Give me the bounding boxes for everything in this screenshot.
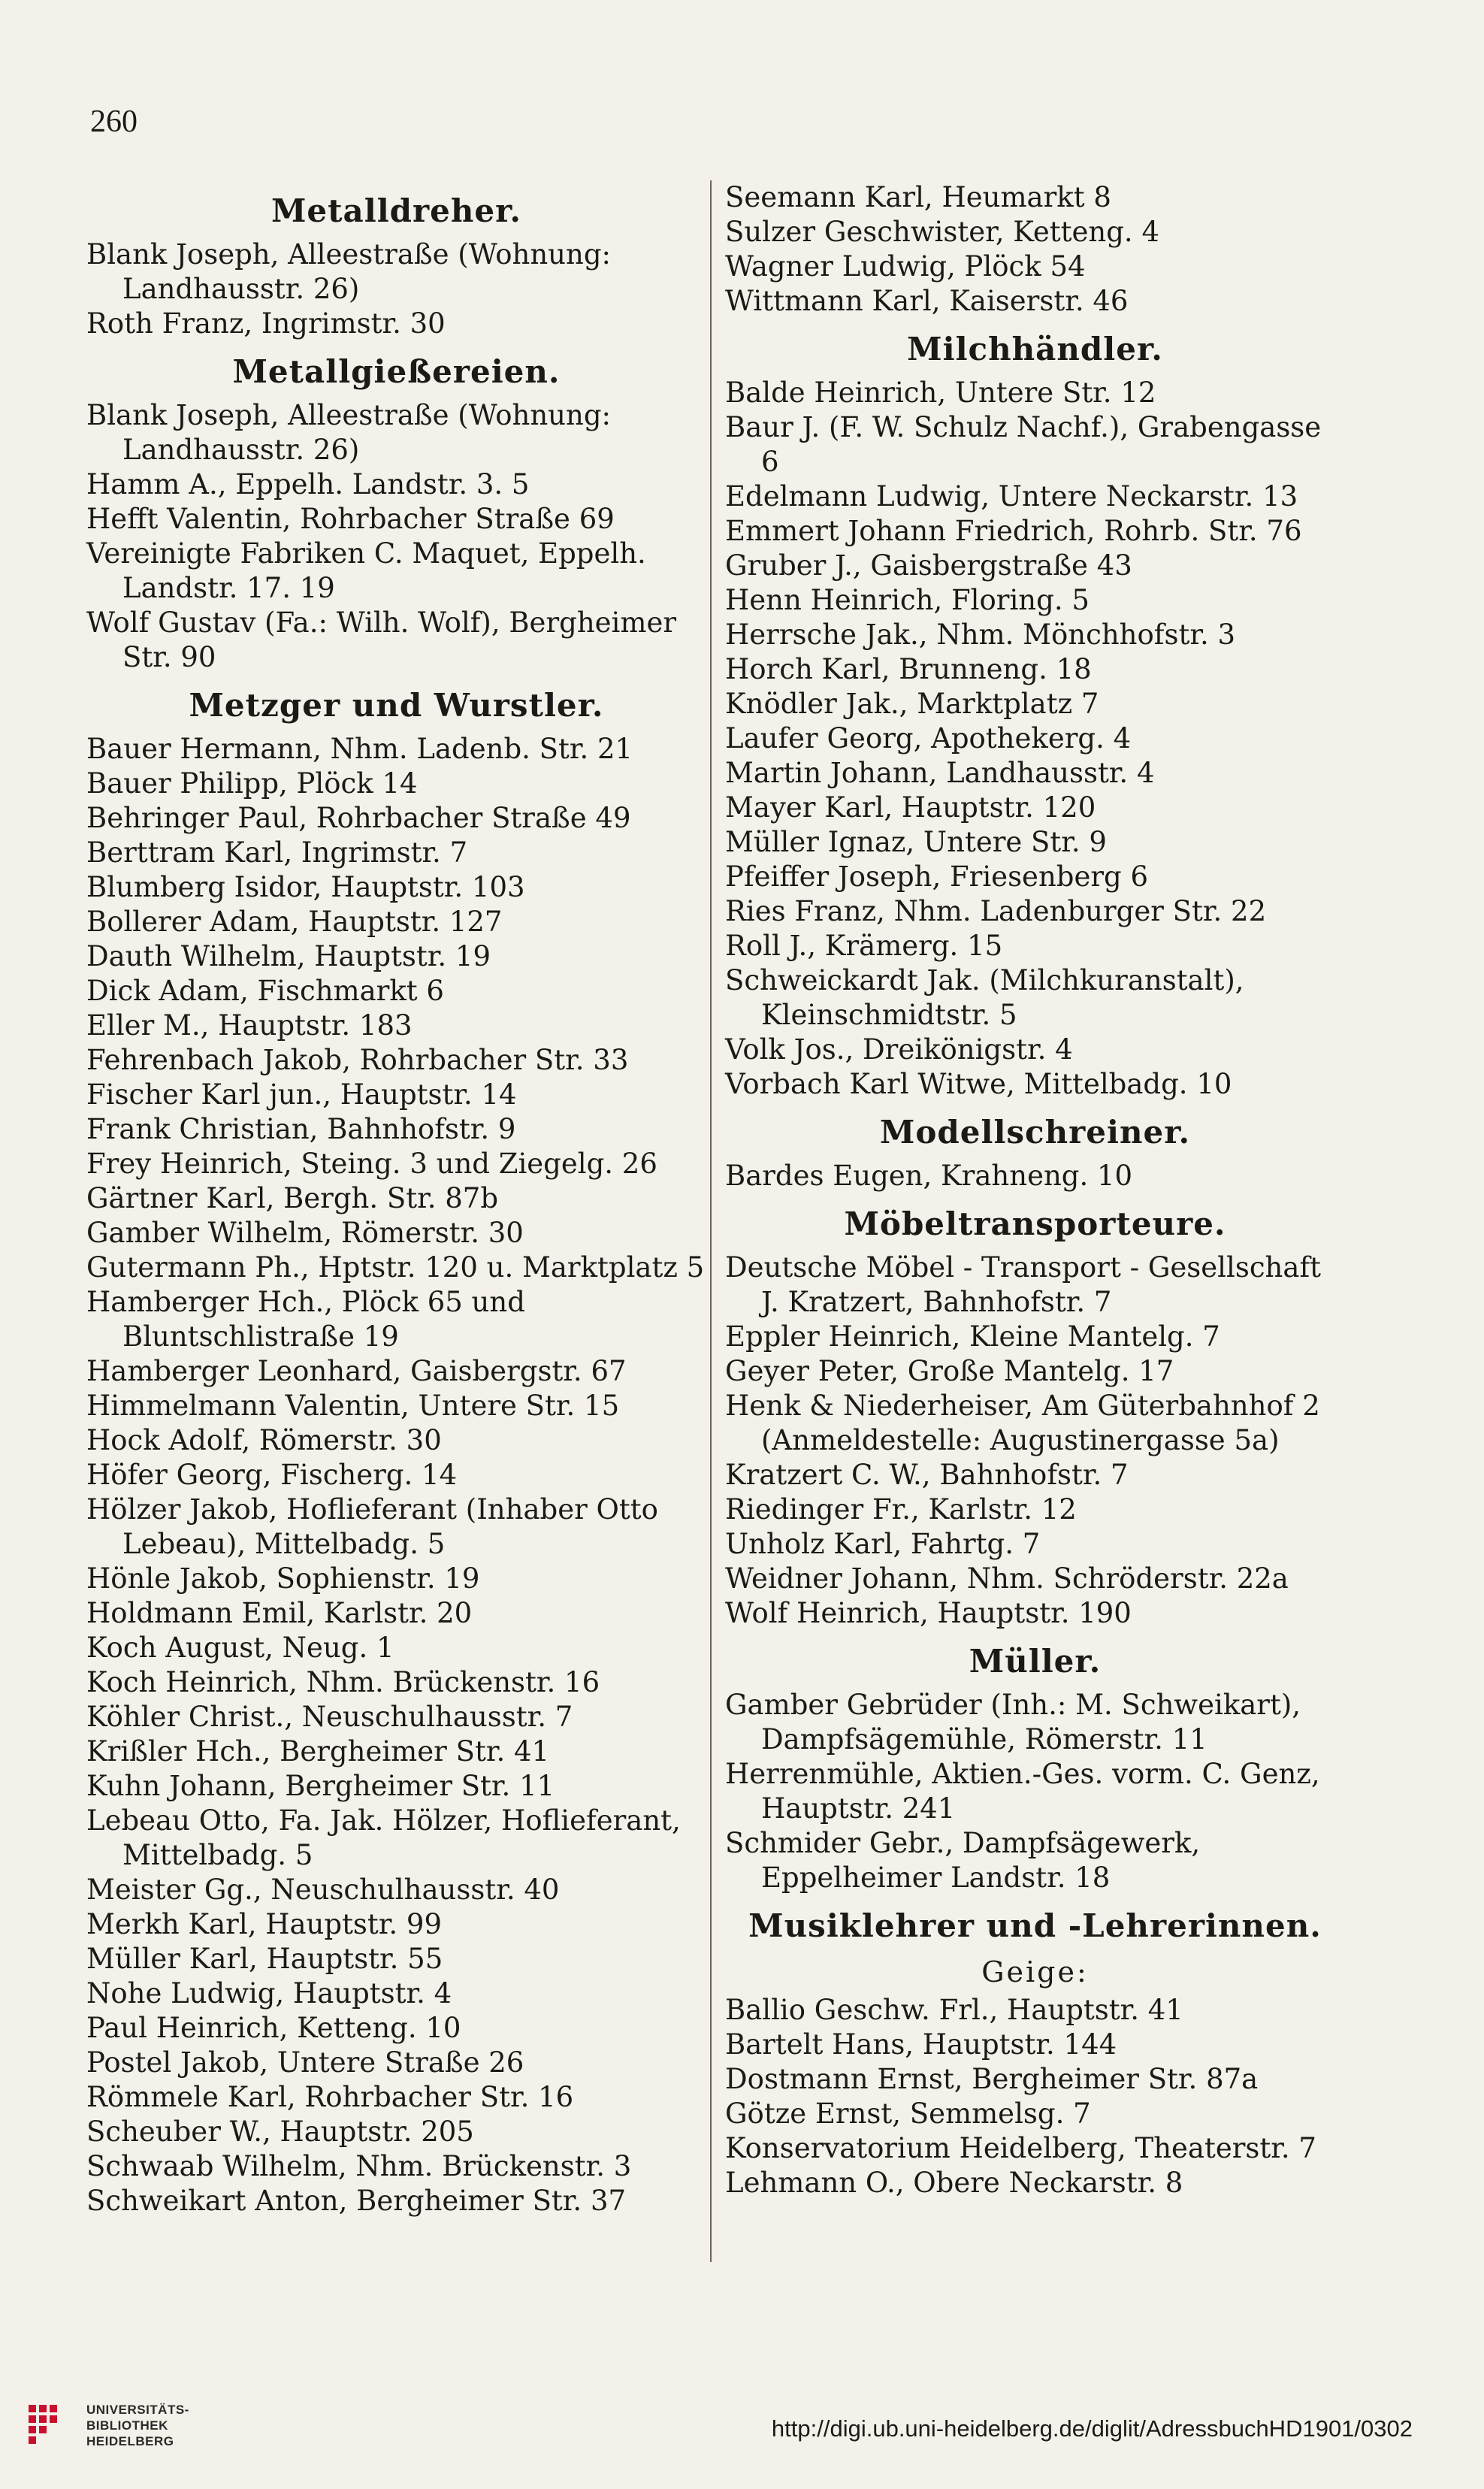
directory-entry: Köhler Christ., Neuschulhausstr. 7 xyxy=(86,1701,573,1733)
directory-entry: Römmele Karl, Rohrbacher Str. 16 xyxy=(86,2081,574,2113)
directory-entry: Frank Christian, Bahnhofstr. 9 xyxy=(86,1113,516,1145)
directory-entry: Balde Heinrich, Untere Str. 12 xyxy=(725,377,1156,409)
directory-entry: Ries Franz, Nhm. Ladenburger Str. 22 xyxy=(725,895,1267,927)
directory-entry: Volk Jos., Dreikönigstr. 4 xyxy=(725,1033,1073,1066)
directory-entry: Götze Ernst, Semmelsg. 7 xyxy=(725,2097,1091,2130)
section-heading: Möbeltransporteure. xyxy=(844,1205,1226,1242)
directory-entry: Behringer Paul, Rohrbacher Straße 49 xyxy=(86,802,631,834)
directory-entry: Himmelmann Valentin, Untere Str. 15 xyxy=(86,1390,620,1422)
directory-entry: Wagner Ludwig, Plöck 54 xyxy=(725,250,1086,283)
directory-entry: Scheuber W., Hauptstr. 205 xyxy=(86,2115,474,2148)
directory-entry: Koch Heinrich, Nhm. Brückenstr. 16 xyxy=(86,1666,600,1698)
directory-entry: Dick Adam, Fischmarkt 6 xyxy=(86,975,444,1007)
directory-entry: Höfer Georg, Fischerg. 14 xyxy=(86,1459,458,1491)
directory-entry: Edelmann Ludwig, Untere Neckarstr. 13 xyxy=(725,480,1298,513)
directory-entry: Postel Jakob, Untere Straße 26 xyxy=(86,2046,524,2079)
column-divider xyxy=(710,180,712,2262)
directory-entry: Bauer Hermann, Nhm. Ladenb. Str. 21 xyxy=(86,733,633,765)
library-logo-icon xyxy=(23,2399,75,2451)
directory-entry: Bartelt Hans, Hauptstr. 144 xyxy=(725,2028,1117,2061)
directory-entry: Schwaab Wilhelm, Nhm. Brückenstr. 3 xyxy=(86,2150,632,2182)
directory-entry: Lehmann O., Obere Neckarstr. 8 xyxy=(725,2167,1183,2199)
directory-entry: Schmider Gebr., Dampfsägewerk, Eppelheimer Landstr. 18 xyxy=(725,1827,1201,1894)
directory-entry: Schweickardt Jak. (Milchkuranstalt), Kleinschmidtstr. 5 xyxy=(725,964,1244,1031)
directory-entry: Kratzert C. W., Bahnhofstr. 7 xyxy=(725,1459,1129,1491)
directory-entry: Henk & Niederheiser, Am Güterbahnhof 2 (Anmeldestelle: Augustinergasse 5a) xyxy=(725,1390,1320,1456)
directory-entry: Vereinigte Fabriken C. Maquet, Eppelh. Landstr. 17. 19 xyxy=(86,537,646,604)
directory-entry: Vorbach Karl Witwe, Mittelbadg. 10 xyxy=(725,1068,1232,1100)
section-heading: Metzger und Wurstler. xyxy=(189,687,604,724)
directory-entry: Laufer Georg, Apothekerg. 4 xyxy=(725,722,1132,755)
directory-entry: Merkh Karl, Hauptstr. 99 xyxy=(86,1908,443,1940)
directory-entry: Müller Karl, Hauptstr. 55 xyxy=(86,1943,443,1975)
directory-entry: Kuhn Johann, Bergheimer Str. 11 xyxy=(86,1770,555,1802)
directory-entry: Eller M., Hauptstr. 183 xyxy=(86,1009,413,1042)
directory-entry: Bauer Philipp, Plöck 14 xyxy=(86,767,418,800)
directory-entry: Krißler Hch., Bergheimer Str. 41 xyxy=(86,1735,550,1768)
directory-entry: Paul Heinrich, Ketteng. 10 xyxy=(86,2012,461,2044)
directory-entry: Hock Adolf, Römerstr. 30 xyxy=(86,1424,442,1456)
directory-entry: Blank Joseph, Alleestraße (Wohnung: Landhausstr. 26) xyxy=(86,238,611,305)
section-heading: Metalldreher. xyxy=(271,192,522,229)
directory-entry: Roll J., Krämerg. 15 xyxy=(725,930,1003,962)
directory-entry: Gruber J., Gaisbergstraße 43 xyxy=(725,549,1132,582)
directory-entry: Berttram Karl, Ingrimstr. 7 xyxy=(86,836,468,869)
directory-entry: Fischer Karl jun., Hauptstr. 14 xyxy=(86,1078,517,1111)
directory-entry: Gutermann Ph., Hptstr. 120 u. Marktplatz 5 xyxy=(86,1251,705,1284)
directory-entry: Koch August, Neug. 1 xyxy=(86,1632,394,1664)
right-column xyxy=(725,180,1345,2200)
directory-entry: Hölzer Jakob, Hoflieferant (Inhaber Otto Lebeau), Mittelbadg. 5 xyxy=(86,1493,658,1560)
source-url-link[interactable]: http://digi.ub.uni-heidelberg.de/diglit/AdressbuchHD1901/0302 xyxy=(771,2415,1413,2442)
directory-entry: Holdmann Emil, Karlstr. 20 xyxy=(86,1597,473,1629)
directory-entry: Emmert Johann Friedrich, Rohrb. Str. 76 xyxy=(725,515,1302,547)
directory-entry: Weidner Johann, Nhm. Schröderstr. 22a xyxy=(725,1562,1289,1595)
directory-entry: Herrenmühle, Aktien.-Ges. vorm. C. Genz, Hauptstr. 241 xyxy=(725,1758,1320,1825)
directory-entry: Hamberger Hch., Plöck 65 und Bluntschlistraße 19 xyxy=(86,1286,525,1353)
directory-entry: Herrsche Jak., Nhm. Mönchhofstr. 3 xyxy=(725,618,1236,651)
directory-entry: Wittmann Karl, Kaiserstr. 46 xyxy=(725,285,1129,317)
directory-entry: Geyer Peter, Große Mantelg. 17 xyxy=(725,1355,1174,1387)
directory-entry: Gamber Wilhelm, Römerstr. 30 xyxy=(86,1217,524,1249)
section-heading: Modellschreiner. xyxy=(879,1114,1191,1151)
directory-entry: Knödler Jak., Marktplatz 7 xyxy=(725,688,1099,720)
directory-entry: Hönle Jakob, Sophienstr. 19 xyxy=(86,1562,480,1595)
directory-entry: Hefft Valentin, Rohrbacher Straße 69 xyxy=(86,503,615,535)
directory-entry: Eppler Heinrich, Kleine Mantelg. 7 xyxy=(725,1320,1220,1353)
directory-entry: Fehrenbach Jakob, Rohrbacher Str. 33 xyxy=(86,1044,629,1076)
directory-entry: Hamberger Leonhard, Gaisbergstr. 67 xyxy=(86,1355,627,1387)
left-column xyxy=(86,180,706,2218)
library-name-line: BIBLIOTHEK xyxy=(86,2418,168,2433)
directory-entry: Seemann Karl, Heumarkt 8 xyxy=(725,181,1111,213)
directory-entry: Riedinger Fr., Karlstr. 12 xyxy=(725,1493,1077,1526)
directory-entry: Deutsche Möbel - Transport - Gesellschaft J. Kratzert, Bahnhofstr. 7 xyxy=(725,1251,1322,1318)
directory-entry: Unholz Karl, Fahrtg. 7 xyxy=(725,1528,1041,1560)
directory-entry: Sulzer Geschwister, Ketteng. 4 xyxy=(725,216,1159,248)
directory-entry: Nohe Ludwig, Hauptstr. 4 xyxy=(86,1977,452,2010)
directory-entry: Ballio Geschw. Frl., Hauptstr. 41 xyxy=(725,1994,1183,2026)
section-heading: Milchhändler. xyxy=(907,331,1163,367)
directory-entry: Gamber Gebrüder (Inh.: M. Schweikart), Dampfsägemühle, Römerstr. 11 xyxy=(725,1689,1301,1756)
library-name-line: HEIDELBERG xyxy=(86,2434,174,2448)
directory-entry: Roth Franz, Ingrimstr. 30 xyxy=(86,307,446,340)
directory-entry: Dauth Wilhelm, Hauptstr. 19 xyxy=(86,940,491,972)
directory-entry: Konservatorium Heidelberg, Theaterstr. 7 xyxy=(725,2132,1316,2164)
directory-entry: Meister Gg., Neuschulhausstr. 40 xyxy=(86,1874,560,1906)
library-name-line: UNIVERSITÄTS- xyxy=(86,2403,189,2417)
section-subheading: Geige: xyxy=(981,1955,1089,1988)
directory-entry: Baur J. (F. W. Schulz Nachf.), Grabengasse 6 xyxy=(725,411,1322,478)
library-name xyxy=(86,2402,189,2449)
section-heading: Müller. xyxy=(969,1643,1102,1680)
directory-entry: Horch Karl, Brunneng. 18 xyxy=(725,653,1092,685)
directory-entry: Wolf Gustav (Fa.: Wilh. Wolf), Bergheimer Str. 90 xyxy=(86,606,677,673)
page-number: 260 xyxy=(90,104,138,139)
directory-entry: Müller Ignaz, Untere Str. 9 xyxy=(725,826,1107,858)
directory-entry: Blank Joseph, Alleestraße (Wohnung: Landhausstr. 26) xyxy=(86,399,611,466)
directory-entry: Schweikart Anton, Bergheimer Str. 37 xyxy=(86,2185,627,2217)
directory-entry: Mayer Karl, Hauptstr. 120 xyxy=(725,791,1096,824)
directory-entry: Wolf Heinrich, Hauptstr. 190 xyxy=(725,1597,1132,1629)
directory-entry: Bardes Eugen, Krahneng. 10 xyxy=(725,1160,1133,1192)
directory-entry: Gärtner Karl, Bergh. Str. 87b xyxy=(86,1182,499,1214)
directory-entry: Blumberg Isidor, Hauptstr. 103 xyxy=(86,871,525,903)
directory-entry: Hamm A., Eppelh. Landstr. 3. 5 xyxy=(86,468,530,501)
directory-entry: Dostmann Ernst, Bergheimer Str. 87a xyxy=(725,2063,1259,2095)
directory-entry: Lebeau Otto, Fa. Jak. Hölzer, Hoflieferant, Mittelbadg. 5 xyxy=(86,1804,681,1871)
directory-entry: Frey Heinrich, Steing. 3 und Ziegelg. 26 xyxy=(86,1148,657,1180)
section-heading: Metallgießereien. xyxy=(232,353,561,390)
directory-entry: Henn Heinrich, Floring. 5 xyxy=(725,584,1090,616)
section-heading: Musiklehrer und -Lehrerinnen. xyxy=(748,1907,1322,1944)
directory-entry: Martin Johann, Landhausstr. 4 xyxy=(725,757,1155,789)
directory-entry: Pfeiffer Joseph, Friesenberg 6 xyxy=(725,860,1149,893)
directory-entry: Bollerer Adam, Hauptstr. 127 xyxy=(86,906,503,938)
